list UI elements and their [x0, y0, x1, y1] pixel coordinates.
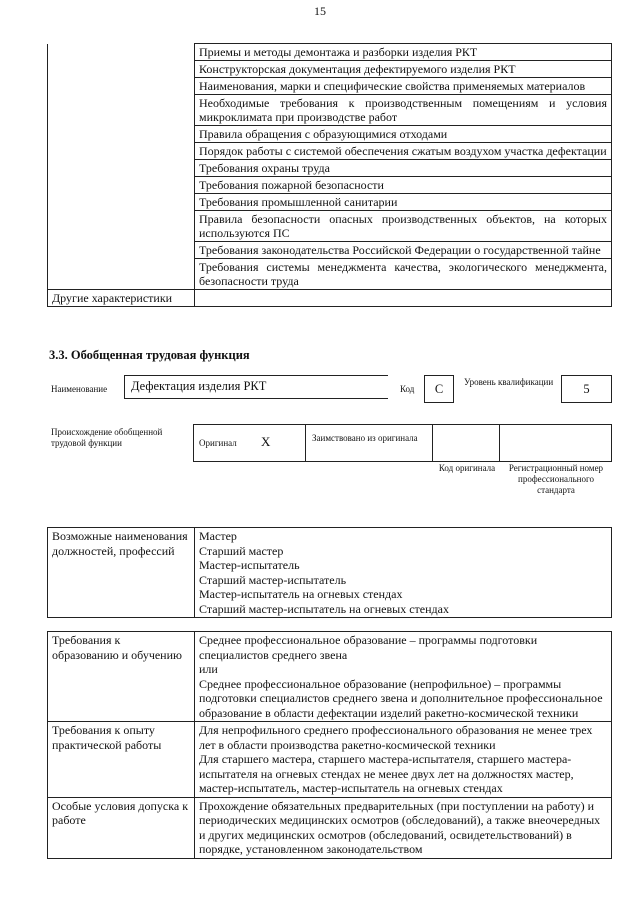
code-original-cell — [432, 424, 500, 462]
positions-list — [195, 528, 612, 618]
knowledge-item: Требования охраны труда — [195, 160, 612, 177]
level-label: Уровень квалификации — [464, 377, 554, 387]
original-label: Оригинал — [199, 438, 237, 448]
knowledge-item: Наименования, марки и специфические свойства применяемых материалов — [195, 78, 612, 95]
borrowed-cell — [305, 424, 433, 462]
borrowed-label: Заимствовано из оригинала — [312, 433, 418, 443]
knowledge-item: Приемы и методы демонтажа и разборки изделия РКТ — [195, 44, 612, 61]
level-value: 5 — [561, 375, 612, 403]
reg-number-cell — [499, 424, 612, 462]
education-line: Среднее профессиональное образование – программы подготовки специалистов среднего звена — [199, 633, 538, 662]
education-value — [195, 632, 612, 722]
experience-line: Для непрофильного среднего профессионального образования не менее трех лет в области производства ракетно-космической техники — [199, 723, 593, 752]
knowledge-item: Требования системы менеджмента качества, экологического менеджмента, безопасности труда — [195, 259, 612, 290]
reg-number-caption: Регистрационный номер профессионального стандарта — [508, 463, 604, 495]
position-item: Мастер-испытатель на огневых стендах — [199, 587, 403, 601]
knowledge-item: Правила безопасности опасных производственных объектов, на которых используются ПС — [195, 211, 612, 242]
position-item: Старший мастер — [199, 543, 284, 558]
position-item: Старший мастер-испытатель — [199, 572, 347, 587]
page-number: 15 — [314, 4, 326, 18]
other-characteristics-value — [195, 290, 612, 307]
code-original-caption: Код оригинала — [438, 463, 496, 473]
knowledge-item: Требования пожарной безопасности — [195, 177, 612, 194]
position-item: Мастер — [199, 529, 237, 543]
knowledge-item: Правила обращения с образующимися отходами — [195, 126, 612, 143]
other-characteristics-label: Другие характеристики — [48, 290, 195, 307]
experience-value — [195, 722, 612, 798]
education-label: Требования к образованию и обучению — [48, 632, 195, 722]
requirements-table — [47, 631, 612, 859]
knowledge-item: Требования законодательства Российской Федерации о государственной тайне — [195, 242, 612, 259]
original-mark: X — [261, 434, 271, 449]
knowledge-table — [47, 43, 612, 307]
knowledge-item: Порядок работы с системой обеспечения сжатым воздухом участка дефектации — [195, 143, 612, 160]
knowledge-item: Конструкторская документация дефектируемого изделия РКТ — [195, 61, 612, 78]
education-line: Среднее профессиональное образование (непрофильное) – программы подготовки специалистов среднего звена и дополнительное профессиональное образование в области дефектации изделий ракетно-космической техники — [199, 676, 603, 720]
admission-label: Особые условия допуска к работе — [48, 797, 195, 858]
code-value: C — [424, 375, 454, 403]
admission-line: Прохождение обязательных предварительных (при поступлении на работу) и периодических медицинских осмотров (обследований), а также внеочередных и других медицинских осмотров (обследований, освидетельствований) в порядке, установленном законодательством — [199, 798, 601, 856]
experience-line: Для старшего мастера, старшего мастера-испытателя, старшего мастера-испытателя на огневых стендах не менее двух лет на должностях мастер, мастер-испытатель, мастер-испытатель на огневых стендах — [199, 752, 574, 795]
knowledge-item: Необходимые требования к производственным помещениям и условия микроклимата при производстве работ — [195, 95, 612, 126]
name-label: Наименование — [51, 384, 108, 394]
position-item: Мастер-испытатель — [199, 558, 300, 572]
section-title: 3.3. Обобщенная трудовая функция — [49, 348, 250, 362]
original-cell — [193, 424, 306, 462]
code-label: Код — [400, 384, 415, 394]
name-value: Дефектация изделия РКТ — [124, 375, 388, 399]
origin-label: Происхождение обобщенной трудовой функции — [51, 427, 163, 448]
admission-value — [195, 797, 612, 858]
position-item: Старший мастер-испытатель на огневых стендах — [199, 601, 449, 616]
positions-label: Возможные наименования должностей, профессий — [48, 528, 195, 618]
knowledge-label-cell — [48, 44, 195, 290]
knowledge-item: Требования промышленной санитарии — [195, 194, 612, 211]
education-line: или — [199, 662, 218, 676]
experience-label: Требования к опыту практической работы — [48, 722, 195, 798]
positions-table — [47, 527, 612, 618]
